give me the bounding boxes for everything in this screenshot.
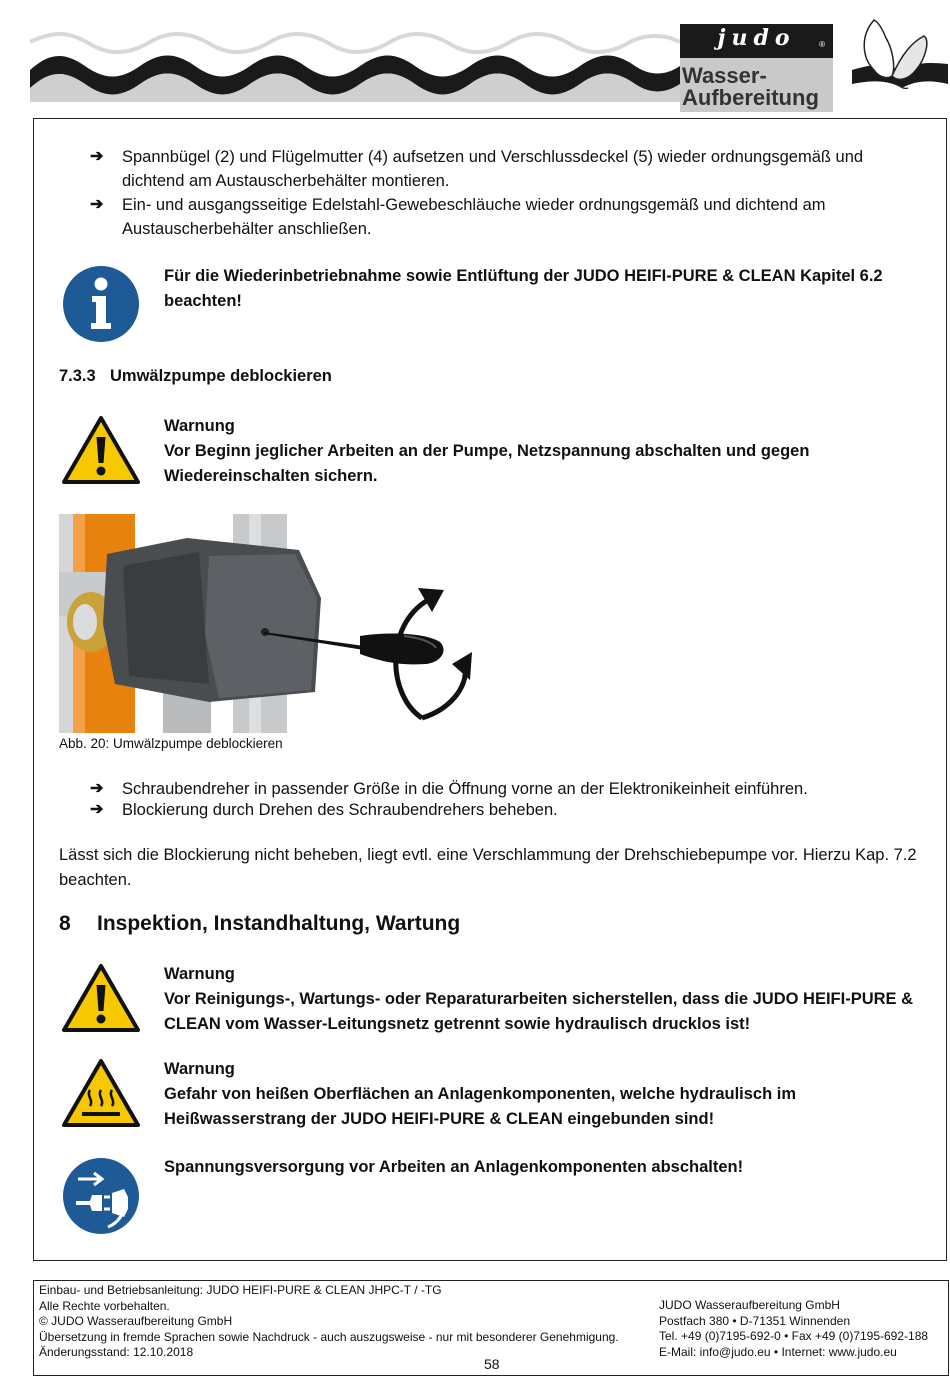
page-header <box>0 0 950 118</box>
warning-text: Vor Beginn jeglicher Arbeiten an der Pumpe, Netzspannung abschalten und gegen Wiedereinschalten sichern. <box>164 442 810 485</box>
warning-title: Warnung <box>164 965 235 983</box>
screwdriver-icon <box>264 620 446 672</box>
unplug-power-icon <box>62 1157 140 1235</box>
figure-caption: Abb. 20: Umwälzpumpe deblockieren <box>59 736 283 751</box>
warning-block <box>164 1057 924 1132</box>
step-text: Ein- und ausgangsseitige Edelstahl-Gewebeschläuche wieder ordnungsgemäß und dichtend am Austauscherbehälter anschließen. <box>122 196 826 238</box>
footer-right <box>659 1298 928 1360</box>
warning-block <box>164 414 924 489</box>
info-note-text: Für die Wiederinbetriebnahme sowie Entlüftung der JUDO HEIFI-PURE & CLEAN Kapitel 6.2 beachten! <box>164 267 883 310</box>
warning-icon <box>62 415 140 485</box>
warning-text: Vor Reinigungs-, Wartungs- oder Reparaturarbeiten sicherstellen, dass die JUDO HEIFI-PURE & CLEAN vom Wasser-Leitungsnetz getrennt sowie hydraulisch drucklos ist! <box>164 990 914 1033</box>
arrow-icon: ➔ <box>90 801 104 818</box>
power-note-text: Spannungsversorgung vor Arbeiten an Anlagenkomponenten abschalten! <box>164 1158 744 1176</box>
section-heading <box>59 367 332 386</box>
footer-line: Tel. +49 (0)7195-692-0 • Fax +49 (0)7195-692-188 <box>659 1329 929 1343</box>
footer-line: Änderungsstand: 12.10.2018 <box>39 1345 194 1359</box>
section-title: Umwälzpumpe deblockieren <box>110 367 332 385</box>
warning-title: Warnung <box>164 417 235 435</box>
warning-icon <box>62 963 140 1033</box>
page-number: 58 <box>484 1356 500 1372</box>
warning-text: Gefahr von heißen Oberflächen an Anlagenkomponenten, welche hydraulisch im Heißwasserstrang der JUDO HEIFI-PURE & CLEAN eingebunden sind! <box>164 1085 797 1128</box>
chapter-title: Inspektion, Instandhaltung, Wartung <box>97 912 461 935</box>
arrow-icon: ➔ <box>90 780 104 797</box>
butterfly-icon <box>852 18 948 98</box>
info-icon <box>62 265 140 343</box>
page-footer <box>33 1280 949 1376</box>
footer-line: Alle Rechte vorbehalten. <box>39 1298 170 1313</box>
chapter-heading <box>59 912 460 936</box>
step-text: Blockierung durch Drehen des Schraubendrehers beheben. <box>122 801 558 819</box>
hot-surface-warning-icon <box>62 1058 140 1128</box>
judo-logo: judo ® Wasser- Aufbereitung <box>680 24 833 112</box>
step-text: Schraubendreher in passender Größe in die Öffnung vorne an der Elektronikeinheit einführen. <box>122 780 808 798</box>
arrow-icon: ➔ <box>90 196 104 213</box>
footer-line: E-Mail: info@judo.eu • Internet: www.judo.eu <box>659 1344 897 1359</box>
footer-line: Postfach 380 • D-71351 Winnenden <box>659 1313 850 1328</box>
footer-line: JUDO Wasseraufbereitung GmbH <box>659 1298 840 1312</box>
footer-line: Übersetzung in fremde Sprachen sowie Nachdruck - auch auszugsweise - nur mit besonderer Genehmigung. <box>39 1329 619 1344</box>
arrow-icon: ➔ <box>90 148 104 165</box>
warning-title: Warnung <box>164 1060 235 1078</box>
body-paragraph: Lässt sich die Blockierung nicht beheben, liegt evtl. eine Verschlammung der Drehschiebepumpe vor. Hierzu Kap. 7.2 beachten. <box>59 846 917 889</box>
section-number: 7.3.3 <box>59 367 96 385</box>
logo-line1: Wasser- <box>682 63 767 88</box>
warning-block <box>164 962 924 1037</box>
footer-left <box>39 1283 619 1361</box>
logo-brand-text: judo <box>717 25 796 51</box>
wave-banner-graphic <box>30 22 680 112</box>
chapter-number: 8 <box>59 912 71 935</box>
logo-line2: Aufbereitung <box>682 85 819 110</box>
footer-line: Einbau- und Betriebsanleitung: JUDO HEIFI-PURE & CLEAN JHPC-T / -TG <box>39 1283 442 1297</box>
footer-line: © JUDO Wasseraufbereitung GmbH <box>39 1314 233 1328</box>
step-text: Spannbügel (2) und Flügelmutter (4) aufsetzen und Verschlussdeckel (5) wieder ordnungsgemäß und dichtend am Austauscherbehälter montieren. <box>122 148 864 190</box>
